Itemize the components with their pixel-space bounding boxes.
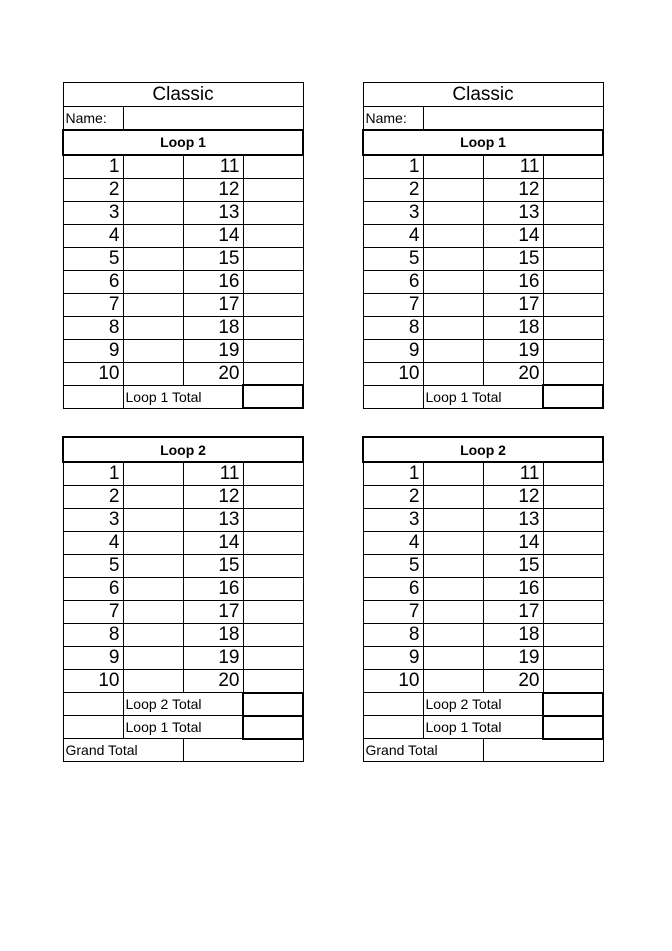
hole-number: 19 <box>483 339 543 362</box>
loop1-total-label: Loop 1 Total <box>123 716 243 739</box>
score-cell[interactable] <box>243 624 303 647</box>
score-cell[interactable] <box>543 578 603 601</box>
hole-number: 16 <box>183 578 243 601</box>
loop2-header: Loop 2 <box>63 437 303 462</box>
score-cell[interactable] <box>123 624 183 647</box>
hole-number: 8 <box>363 316 423 339</box>
score-cell[interactable] <box>543 155 603 179</box>
loop1-header: Loop 1 <box>363 130 603 155</box>
loop1-total-field[interactable] <box>543 716 603 739</box>
hole-number: 17 <box>483 293 543 316</box>
hole-number: 12 <box>483 178 543 201</box>
hole-number: 10 <box>63 670 123 693</box>
hole-number: 4 <box>63 224 123 247</box>
score-cell[interactable] <box>423 316 483 339</box>
hole-row <box>363 339 603 362</box>
hole-row <box>363 462 603 486</box>
loop1-rows <box>63 155 303 386</box>
loop1-table-left <box>62 82 304 409</box>
hole-row <box>363 509 603 532</box>
score-cell[interactable] <box>243 224 303 247</box>
score-cell[interactable] <box>123 224 183 247</box>
loop2-table-left <box>62 436 304 762</box>
hole-number: 1 <box>63 155 123 179</box>
hole-number: 12 <box>183 178 243 201</box>
hole-number: 20 <box>483 362 543 385</box>
hole-number: 18 <box>483 624 543 647</box>
hole-number: 8 <box>363 624 423 647</box>
hole-number: 9 <box>363 647 423 670</box>
score-cell[interactable] <box>423 670 483 693</box>
score-cell[interactable] <box>543 178 603 201</box>
score-cell[interactable] <box>123 362 183 385</box>
hole-row <box>363 155 603 179</box>
loop1-rows <box>363 155 603 386</box>
hole-number: 17 <box>183 293 243 316</box>
hole-number: 18 <box>183 316 243 339</box>
score-cell[interactable] <box>123 670 183 693</box>
hole-row <box>63 486 303 509</box>
score-cell[interactable] <box>543 201 603 224</box>
hole-number: 14 <box>483 532 543 555</box>
hole-number: 9 <box>63 339 123 362</box>
score-cell[interactable] <box>123 316 183 339</box>
score-cell[interactable] <box>543 647 603 670</box>
hole-row <box>363 532 603 555</box>
hole-number: 2 <box>363 178 423 201</box>
hole-row <box>363 647 603 670</box>
hole-number: 2 <box>363 486 423 509</box>
loop2-total-row <box>363 693 603 716</box>
score-cell[interactable] <box>243 270 303 293</box>
hole-number: 15 <box>483 555 543 578</box>
grand-total-label: Grand Total <box>363 739 483 762</box>
hole-number: 20 <box>183 670 243 693</box>
score-cell[interactable] <box>543 601 603 624</box>
hole-row <box>363 578 603 601</box>
score-cell[interactable] <box>243 201 303 224</box>
score-cell[interactable] <box>543 509 603 532</box>
hole-number: 15 <box>483 247 543 270</box>
hole-number: 14 <box>183 224 243 247</box>
hole-number: 8 <box>63 316 123 339</box>
hole-number: 13 <box>183 509 243 532</box>
hole-number: 6 <box>63 578 123 601</box>
loop1-total-field[interactable] <box>243 716 303 739</box>
hole-row <box>363 624 603 647</box>
score-cell[interactable] <box>423 624 483 647</box>
hole-number: 2 <box>63 486 123 509</box>
hole-number: 18 <box>483 316 543 339</box>
hole-number: 19 <box>183 647 243 670</box>
score-cell[interactable] <box>423 362 483 385</box>
score-cell[interactable] <box>243 601 303 624</box>
loop2-total-label: Loop 2 Total <box>423 693 543 716</box>
hole-number: 16 <box>483 578 543 601</box>
hole-number: 1 <box>63 462 123 486</box>
loop2-total-row <box>63 693 303 716</box>
card-title: Classic <box>63 83 303 107</box>
hole-number: 6 <box>363 270 423 293</box>
loop1-total-row <box>63 716 303 739</box>
loop2-rows <box>63 462 303 693</box>
name-label: Name: <box>63 107 123 130</box>
hole-number: 6 <box>363 578 423 601</box>
loop1-total-label: Loop 1 Total <box>423 385 543 408</box>
score-cell[interactable] <box>423 224 483 247</box>
hole-number: 6 <box>63 270 123 293</box>
score-cell[interactable] <box>123 601 183 624</box>
hole-number: 4 <box>363 532 423 555</box>
score-cell[interactable] <box>243 486 303 509</box>
score-cell[interactable] <box>423 601 483 624</box>
hole-row <box>63 624 303 647</box>
hole-number: 3 <box>63 201 123 224</box>
score-cell[interactable] <box>423 555 483 578</box>
score-cell[interactable] <box>243 362 303 385</box>
score-cell[interactable] <box>423 339 483 362</box>
score-cell[interactable] <box>423 578 483 601</box>
hole-row <box>363 201 603 224</box>
hole-row <box>363 293 603 316</box>
hole-row <box>63 670 303 693</box>
loop1-total-row <box>363 385 603 408</box>
loop1-table-right <box>362 82 604 409</box>
hole-number: 12 <box>183 486 243 509</box>
score-cell[interactable] <box>543 555 603 578</box>
hole-number: 13 <box>483 201 543 224</box>
hole-row <box>63 293 303 316</box>
grand-total-field[interactable] <box>483 739 603 762</box>
score-cell[interactable] <box>423 509 483 532</box>
loop1-total-label: Loop 1 Total <box>423 716 543 739</box>
score-cell[interactable] <box>123 155 183 179</box>
hole-number: 8 <box>63 624 123 647</box>
score-cell[interactable] <box>123 509 183 532</box>
hole-row <box>63 578 303 601</box>
hole-number: 2 <box>63 178 123 201</box>
hole-row <box>363 670 603 693</box>
hole-row <box>63 201 303 224</box>
hole-row <box>363 486 603 509</box>
grand-total-row <box>363 739 603 762</box>
hole-row <box>63 224 303 247</box>
score-cell[interactable] <box>243 462 303 486</box>
hole-number: 13 <box>483 509 543 532</box>
loop2-rows <box>363 462 603 693</box>
score-cell[interactable] <box>123 247 183 270</box>
hole-row <box>363 178 603 201</box>
score-cell[interactable] <box>543 624 603 647</box>
blank-cell <box>63 716 123 739</box>
score-cell[interactable] <box>243 178 303 201</box>
hole-number: 15 <box>183 247 243 270</box>
hole-number: 11 <box>183 462 243 486</box>
hole-row <box>63 247 303 270</box>
hole-row <box>63 155 303 179</box>
hole-number: 14 <box>483 224 543 247</box>
hole-row <box>363 224 603 247</box>
hole-row <box>63 555 303 578</box>
hole-number: 9 <box>363 339 423 362</box>
score-cell[interactable] <box>543 247 603 270</box>
score-cell[interactable] <box>243 532 303 555</box>
loop2-total-field[interactable] <box>543 693 603 716</box>
hole-row <box>63 532 303 555</box>
hole-number: 16 <box>183 270 243 293</box>
score-cell[interactable] <box>423 647 483 670</box>
grand-total-label: Grand Total <box>63 739 183 762</box>
hole-number: 14 <box>183 532 243 555</box>
score-cell[interactable] <box>123 270 183 293</box>
hole-number: 3 <box>363 509 423 532</box>
hole-number: 1 <box>363 462 423 486</box>
hole-number: 5 <box>363 555 423 578</box>
hole-number: 19 <box>483 647 543 670</box>
hole-number: 20 <box>183 362 243 385</box>
score-cell[interactable] <box>123 201 183 224</box>
hole-number: 4 <box>363 224 423 247</box>
loop1-total-label: Loop 1 Total <box>123 385 243 408</box>
hole-number: 7 <box>63 293 123 316</box>
hole-number: 4 <box>63 532 123 555</box>
hole-number: 17 <box>183 601 243 624</box>
score-cell[interactable] <box>423 178 483 201</box>
score-cell[interactable] <box>543 224 603 247</box>
score-cell[interactable] <box>243 670 303 693</box>
hole-row <box>363 362 603 385</box>
hole-row <box>363 270 603 293</box>
loop2-total-field[interactable] <box>243 693 303 716</box>
loop1-total-field[interactable] <box>543 385 603 408</box>
score-cell[interactable] <box>123 486 183 509</box>
score-cell[interactable] <box>123 532 183 555</box>
hole-row <box>63 178 303 201</box>
score-cell[interactable] <box>243 316 303 339</box>
hole-row <box>363 601 603 624</box>
score-cell[interactable] <box>123 578 183 601</box>
blank-cell <box>63 385 123 408</box>
loop1-total-row <box>63 385 303 408</box>
name-label: Name: <box>363 107 423 130</box>
score-cell[interactable] <box>543 362 603 385</box>
hole-number: 15 <box>183 555 243 578</box>
score-cell[interactable] <box>543 339 603 362</box>
score-cell[interactable] <box>243 509 303 532</box>
hole-number: 9 <box>63 647 123 670</box>
hole-number: 3 <box>63 509 123 532</box>
score-cell[interactable] <box>243 578 303 601</box>
hole-number: 10 <box>63 362 123 385</box>
hole-number: 18 <box>183 624 243 647</box>
score-cell[interactable] <box>123 339 183 362</box>
hole-number: 5 <box>363 247 423 270</box>
hole-number: 7 <box>363 601 423 624</box>
hole-number: 19 <box>183 339 243 362</box>
hole-number: 7 <box>63 601 123 624</box>
hole-row <box>63 270 303 293</box>
score-cell[interactable] <box>423 293 483 316</box>
score-cell[interactable] <box>243 247 303 270</box>
score-cell[interactable] <box>423 462 483 486</box>
hole-row <box>63 362 303 385</box>
hole-number: 7 <box>363 293 423 316</box>
score-cell[interactable] <box>243 155 303 179</box>
hole-number: 16 <box>483 270 543 293</box>
score-cell[interactable] <box>123 462 183 486</box>
hole-row <box>63 462 303 486</box>
loop1-total-field[interactable] <box>243 385 303 408</box>
hole-number: 11 <box>483 462 543 486</box>
hole-number: 10 <box>363 670 423 693</box>
hole-row <box>63 339 303 362</box>
score-cell[interactable] <box>543 670 603 693</box>
name-field[interactable] <box>423 107 603 130</box>
score-cell[interactable] <box>543 532 603 555</box>
score-cell[interactable] <box>543 462 603 486</box>
score-cell[interactable] <box>423 486 483 509</box>
loop2-total-label: Loop 2 Total <box>123 693 243 716</box>
score-cell[interactable] <box>243 339 303 362</box>
blank-cell <box>363 693 423 716</box>
hole-number: 5 <box>63 555 123 578</box>
hole-number: 11 <box>183 155 243 179</box>
hole-number: 11 <box>483 155 543 179</box>
score-cell[interactable] <box>423 155 483 179</box>
score-cell[interactable] <box>423 532 483 555</box>
hole-number: 12 <box>483 486 543 509</box>
hole-number: 13 <box>183 201 243 224</box>
score-cell[interactable] <box>243 647 303 670</box>
loop1-header: Loop 1 <box>63 130 303 155</box>
score-cell[interactable] <box>243 555 303 578</box>
hole-row <box>63 647 303 670</box>
score-cell[interactable] <box>423 201 483 224</box>
score-cell[interactable] <box>543 316 603 339</box>
hole-number: 1 <box>363 155 423 179</box>
hole-number: 3 <box>363 201 423 224</box>
hole-row <box>63 509 303 532</box>
loop2-table-right <box>362 436 604 762</box>
blank-cell <box>363 716 423 739</box>
card-title: Classic <box>363 83 603 107</box>
score-cell[interactable] <box>543 293 603 316</box>
score-cell[interactable] <box>123 293 183 316</box>
scorecard-right <box>362 82 602 762</box>
hole-row <box>363 247 603 270</box>
hole-row <box>63 316 303 339</box>
hole-number: 10 <box>363 362 423 385</box>
blank-cell <box>63 693 123 716</box>
score-cell[interactable] <box>543 486 603 509</box>
hole-number: 5 <box>63 247 123 270</box>
scorecard-left <box>62 82 302 762</box>
score-cell[interactable] <box>543 270 603 293</box>
hole-number: 20 <box>483 670 543 693</box>
score-cell[interactable] <box>423 270 483 293</box>
score-cell[interactable] <box>243 293 303 316</box>
score-cell[interactable] <box>423 247 483 270</box>
blank-cell <box>363 385 423 408</box>
score-cell[interactable] <box>123 178 183 201</box>
hole-row <box>363 316 603 339</box>
score-cell[interactable] <box>123 555 183 578</box>
grand-total-row <box>63 739 303 762</box>
loop2-header: Loop 2 <box>363 437 603 462</box>
score-cell[interactable] <box>123 647 183 670</box>
loop1-total-row <box>363 716 603 739</box>
hole-number: 17 <box>483 601 543 624</box>
hole-row <box>363 555 603 578</box>
grand-total-field[interactable] <box>183 739 303 762</box>
name-field[interactable] <box>123 107 303 130</box>
hole-row <box>63 601 303 624</box>
